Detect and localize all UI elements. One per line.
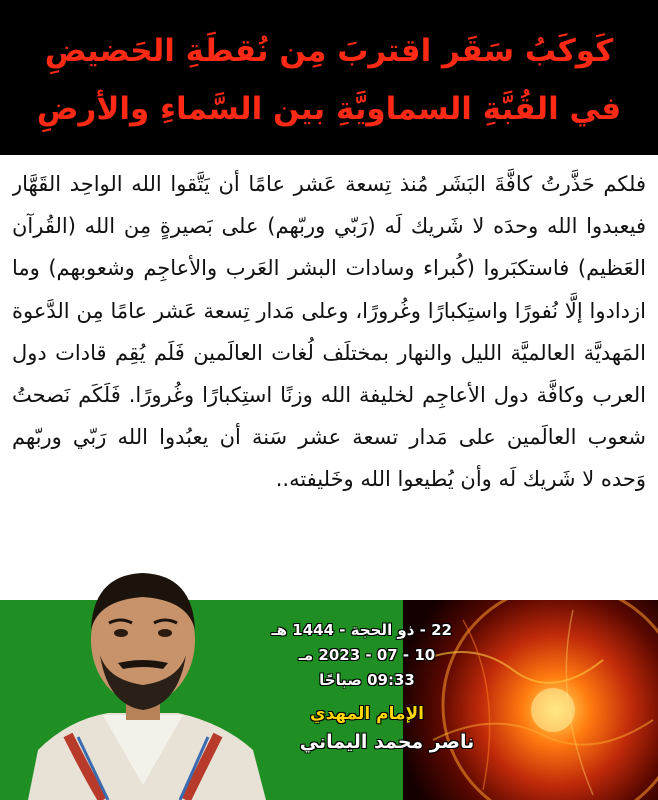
info-block (271, 618, 475, 800)
gregorian-date: 10 - 07 - 2023 مـ (298, 646, 436, 664)
statement-body: فلكم حَذَّرتُ كافَّةَ البَشَر مُنذ تِسعة عَشر عامًا أن يَتَّقوا الله الواحِد القَهَّار فيعبدوا الله وحدَه لا شَريك لَه (رَبّي وربّهم) على بَصيرةٍ مِن الله (القُرآن العَظيم) فاستكبَروا (كُبراء وسادات البشر العَرب والأعاجِم وشعوبهم) وما ازدادوا إلَّا نُفورًا واستِكبارًا وغُرورًا، وعلى مَدار تِسعة عَشر عامًا مِن الدَّعوة المَهديَّة العالميَّة الليل والنهار بمختلَف لُغات العالَمين فَلَم يُقِم قادات دول العرب وكافَّة دول الأعاجِم لخليفة الله وزنًا استِكبارًا وغُرورًا. فَلَكَم نَصحتُ شعوب العالَمين على مَدار تسعة عشر سَنة أن يعبُدوا الله رَبّي وربّهم وَحده لا شَريك لَه وأن يُطيعوا الله وخَليفته.. (12, 172, 646, 492)
headline-line-1: كَوكَبُ سَقَر اقتربَ مِن نُقطَةِ الحَضيضِ (44, 33, 614, 69)
header-banner (0, 0, 658, 155)
author-title: الإمام المهدي (309, 704, 424, 724)
footer-panel (0, 600, 658, 800)
author-portrait (8, 545, 278, 800)
hijri-date: 22 - ذو الحجة - 1444 هـ (271, 621, 452, 639)
headline-line-2: في القُبَّةِ السماويَّةِ بين السَّماءِ والأرضِ (36, 91, 622, 127)
author-name: ناصر محمد اليماني (299, 731, 475, 753)
time-of-day: 09:33 صباحًا (319, 671, 415, 689)
